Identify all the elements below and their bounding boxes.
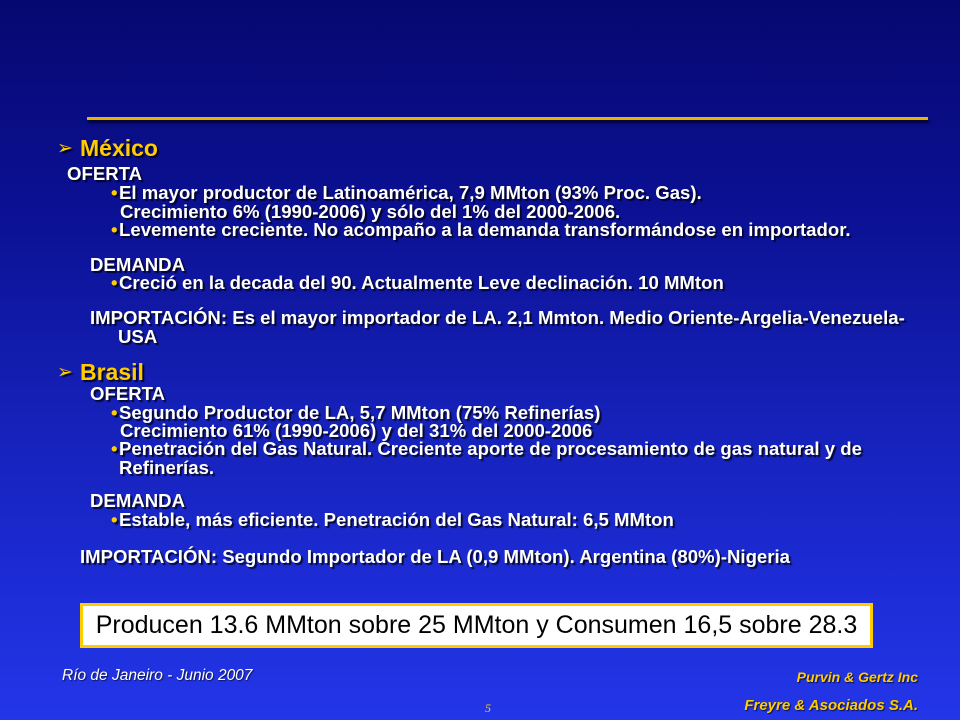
brasil-title: Brasil	[80, 359, 144, 385]
mexico-importacion-line-2: USA	[118, 326, 158, 347]
brasil-oferta-bullet-1-line-1: Segundo Productor de LA, 5,7 MMton (75% Refinerías)	[119, 402, 601, 423]
brasil-oferta-bullet-2-line-1: Penetración del Gas Natural. Creciente aporte de procesamiento de gas natural y de	[119, 438, 862, 459]
mexico-demanda-label: DEMANDA	[90, 254, 186, 275]
brasil-oferta-label: OFERTA	[90, 383, 166, 404]
bullet-icon: •	[111, 219, 118, 240]
brasil-oferta-bullet-1-line-2: Crecimiento 61% (1990-2006) y del 31% del 2000-2006	[120, 420, 593, 441]
mexico-oferta-label: OFERTA	[67, 163, 143, 184]
footer-company-2: Freyre & Asociados S.A.	[744, 697, 918, 714]
footer-company-1: Purvin & Gertz Inc	[796, 669, 918, 685]
bullet-icon: •	[111, 182, 118, 203]
arrow-bullet-icon: ➢	[57, 137, 73, 159]
bullet-icon: •	[111, 438, 118, 459]
brasil-demanda-bullet-1: Estable, más eficiente. Penetración del Gas Natural: 6,5 MMton	[119, 509, 674, 530]
page-number: 5	[485, 701, 491, 715]
header-rule	[87, 117, 928, 120]
mexico-importacion-line-1: IMPORTACIÓN: Es el mayor importador de LA. 2,1 Mmton. Medio Oriente-Argelia-Venezuela-	[90, 307, 905, 328]
footer-location-date: Río de Janeiro - Junio 2007	[62, 667, 253, 684]
bullet-icon: •	[111, 402, 118, 423]
summary-callout-box	[80, 603, 873, 648]
mexico-oferta-bullet-2: Levemente creciente. No acompaño a la demanda transformándose en importador.	[119, 219, 851, 240]
summary-callout-text: Producen 13.6 MMton sobre 25 MMton y Consumen 16,5 sobre 28.3	[95, 611, 858, 639]
bullet-icon: •	[111, 272, 118, 293]
arrow-bullet-icon: ➢	[57, 361, 73, 383]
mexico-title: México	[80, 135, 158, 161]
mexico-demanda-bullet-1: Creció en la decada del 90. Actualmente Leve declinación. 10 MMton	[119, 272, 724, 293]
brasil-oferta-bullet-2-line-2: Refinerías.	[119, 457, 215, 478]
mexico-oferta-bullet-1-line-2: Crecimiento 6% (1990-2006) y sólo del 1% del 2000-2006.	[120, 201, 621, 222]
mexico-oferta-bullet-1-line-1: El mayor productor de Latinoamérica, 7,9 MMton (93% Proc. Gas).	[119, 182, 702, 203]
bullet-icon: •	[111, 509, 118, 530]
brasil-demanda-label: DEMANDA	[90, 490, 186, 511]
brasil-importacion-line-1: IMPORTACIÓN: Segundo Importador de LA (0,9 MMton). Argentina (80%)-Nigeria	[80, 546, 791, 567]
